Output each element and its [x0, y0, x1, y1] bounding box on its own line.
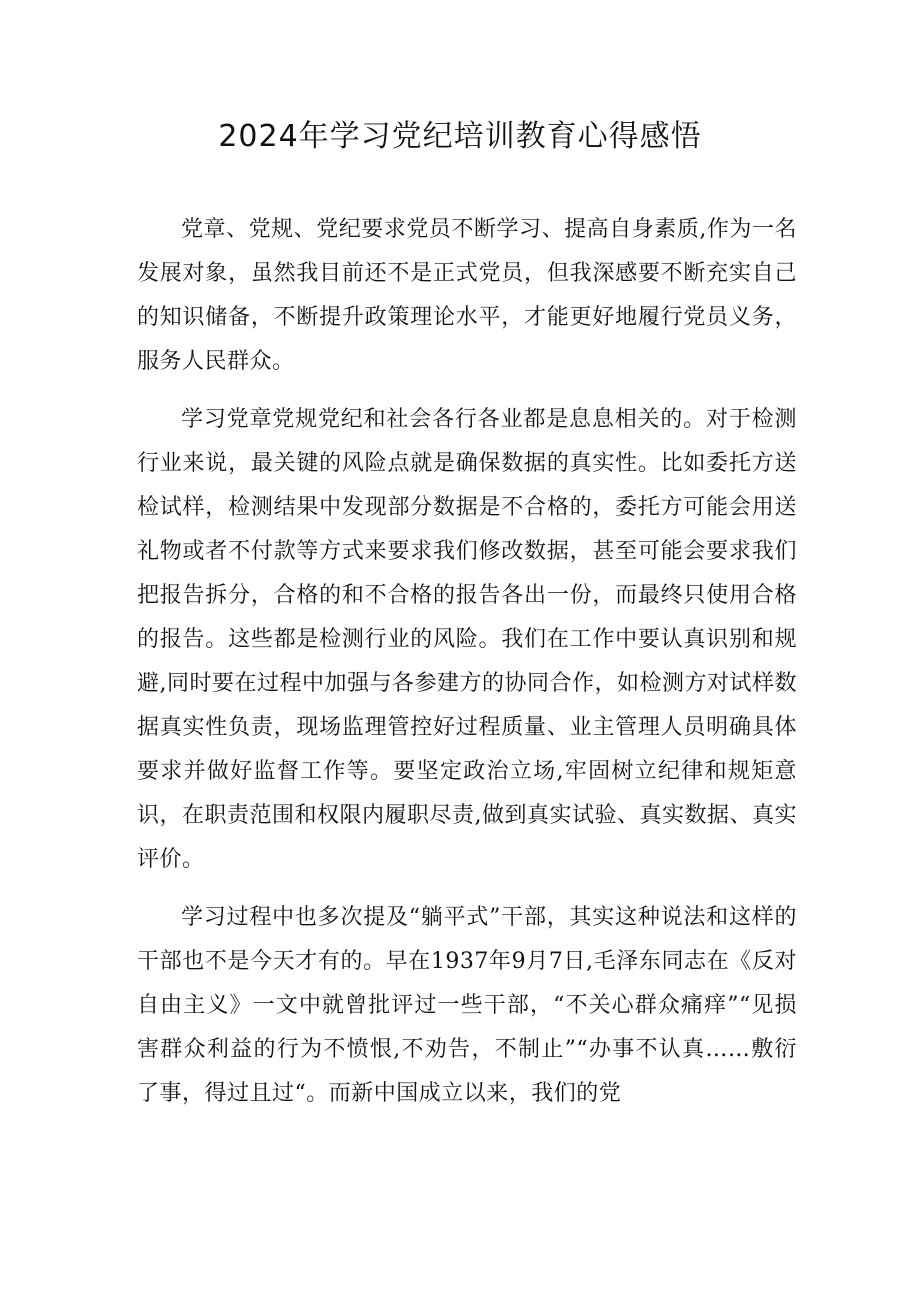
paragraph-2: 学习党章党规党纪和社会各行各业都是息息相关的。对于检测行业来说，最关键的风险点就是确保数据的真实性。比如委托方送检试样，检测结果中发现部分数据是不合格的，委托方可能会用送礼物或者不付款等方式来要求我们修改数据，甚至可能会要求我们把报告拆分，合格的和不合格的报告各出一份，而最终只使用合格的报告。这些都是检测行业的风险。我们在工作中要认真识别和规避,同时要在过程中加强与各参建方的协同合作，如检测方对试样数据真实性负责，现场监理管控好过程质量、业主管理人员明确具体要求并做好监督工作等。要坚定政治立场,牢固树立纪律和规矩意识，在职责范围和权限内履职尽责,做到真实试验、真实数据、真实评价。 [137, 407, 797, 872]
paragraph-3: 学习过程中也多次提及“躺平式”干部，其实这种说法和这样的干部也不是今天才有的。早在1937年9月7日,毛泽东同志在《反对自由主义》一文中就曾批评过一些干部，“不关心群众痛痒”“见损害群众利益的行为不愤恨,不劝告，不制止”“办事不认真……敷衍了事，得过且过“。而新中国成立以来，我们的党 [137, 905, 797, 1106]
document-title: 2024年学习党纪培训教育心得感悟 [218, 119, 702, 154]
document-body [137, 208, 797, 1130]
paragraph-1: 党章、党规、党纪要求党员不断学习、提高自身素质,作为一名发展对象，虽然我目前还不是正式党员，但我深感要不断充实自己的知识储备，不断提升政策理论水平，才能更好地履行党员义务，服务人民群众。 [137, 217, 797, 374]
